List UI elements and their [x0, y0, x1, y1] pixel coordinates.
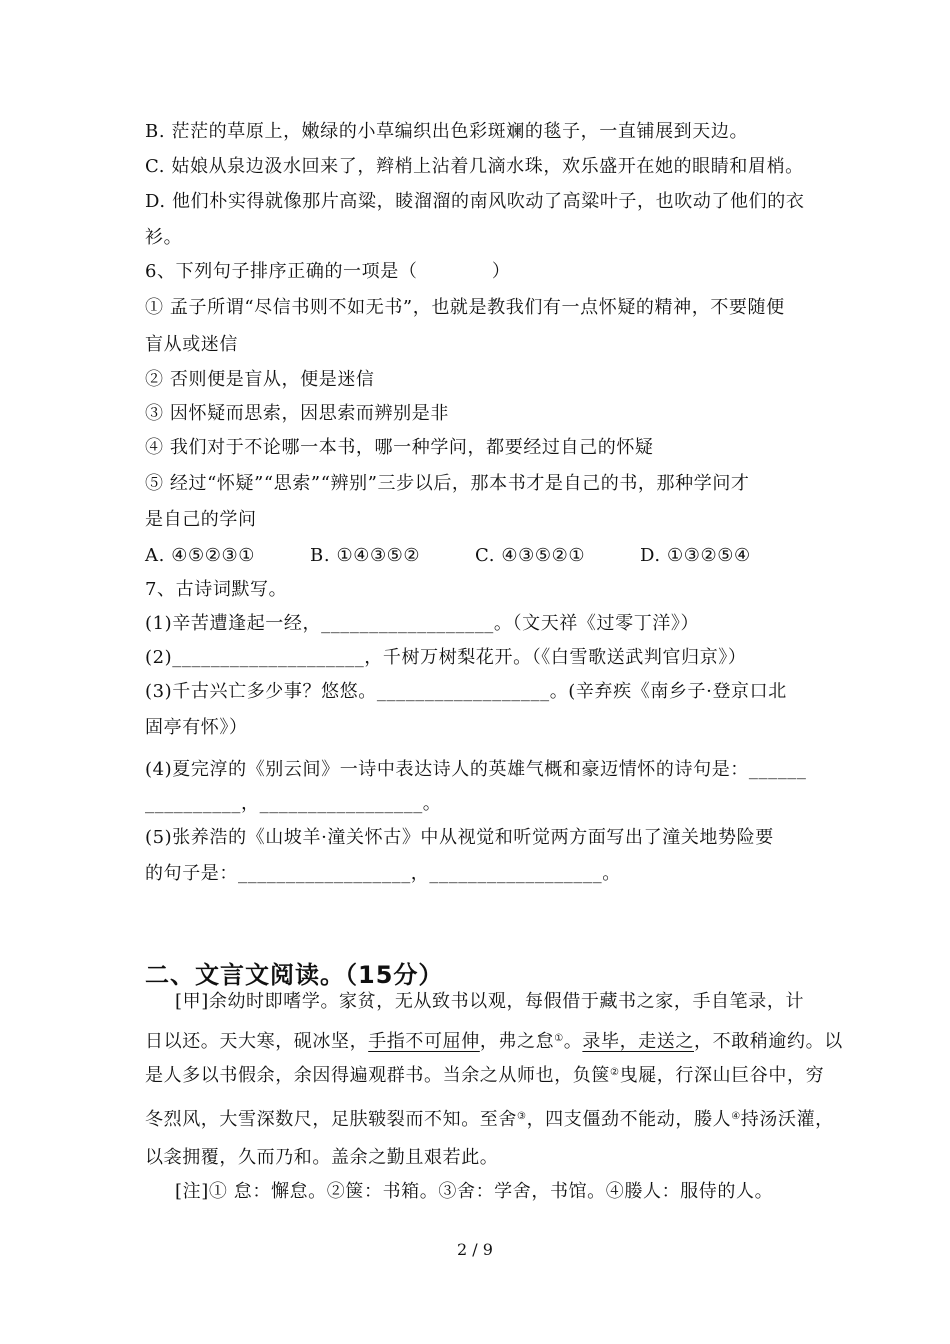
q7-item-3-cont: 固亭有怀》） [145, 717, 248, 738]
q6-stem: 6、下列句子排序正确的一项是（ ） [145, 261, 511, 282]
passage-line-4 [145, 1108, 834, 1132]
q7-item-5-cont: 的句子是：__________________，__________________。 [145, 863, 621, 884]
q7-item-4: (4)夏完淳的《别云间》一诗中表达诗人的英雄气概和豪迈情怀的诗句是：______ [145, 759, 807, 780]
option-d: D. 他们朴实得就像那片高粱，睖溜溜的南风吹动了高粱叶子，也吹动了他们的衣 [145, 191, 805, 212]
q7-item-5: (5)张养浩的《山坡羊·潼关怀古》中从视觉和听觉两方面写出了潼关地势险要 [145, 827, 774, 848]
q7-item-4-cont: __________，_________________。 [145, 793, 442, 814]
passage-notes: [注]① 怠：懈怠。②箧：书箱。③舍：学舍，书馆。④媵人：服侍的人。 [175, 1181, 774, 1202]
section-heading: 二、文言文阅读。（15分） [145, 961, 444, 989]
text: ，弗之怠 [479, 1031, 555, 1052]
q6-option-c: C. ④③⑤②① [475, 545, 586, 566]
q6-sentence-1-cont: 盲从或迷信 [145, 334, 238, 355]
option-d-cont: 衫。 [145, 227, 183, 248]
footnote-ref: ③ [517, 1111, 527, 1122]
q6-option-b: B. ①④③⑤② [310, 545, 421, 566]
page-number: 2 / 9 [457, 1240, 493, 1259]
q6-sentence-1: ① 孟子所谓“尽信书则不如无书”，也就是教我们有一点怀疑的精神，不要随便 [145, 297, 785, 318]
footnote-ref: ④ [731, 1111, 741, 1122]
text: 。 [563, 1031, 583, 1052]
passage-line-1: [甲]余幼时即嗜学。家贫，无从致书以观，每假借于藏书之家，手自笔录，计 [175, 991, 805, 1012]
footnote-ref: ② [610, 1067, 620, 1078]
q7-stem: 7、古诗词默写。 [145, 579, 288, 600]
underlined-phrase: 手指不可屈伸 [368, 1031, 480, 1052]
q7-item-3: (3)千古兴亡多少事？悠悠。__________________。(辛弃疾《南乡子·登京口北 [145, 681, 787, 702]
passage-line-3 [145, 1064, 824, 1088]
q6-option-d: D. ①③②⑤④ [640, 545, 751, 566]
q6-sentence-5-cont: 是自己的学问 [145, 509, 257, 530]
text: 是人多以书假余，余因得遍观群书。当余之从师也，负箧 [145, 1065, 610, 1086]
passage-line-2 [145, 1030, 843, 1054]
q6-sentence-5: ⑤ 经过“怀疑”“思索”“辨别”三步以后，那本书才是自己的书，那种学问才 [145, 473, 750, 494]
text: 曳屣，行深山巨谷中，穷 [619, 1065, 825, 1086]
option-b: B. 茫茫的草原上，嫩绿的小草编织出色彩斑斓的毯子，一直铺展到天边。 [145, 121, 749, 142]
q6-option-a: A. ④⑤②③① [145, 545, 255, 566]
q6-sentence-2: ② 否则便是盲从，便是迷信 [145, 369, 375, 390]
option-c: C. 姑娘从泉边汲水回来了，辫梢上沾着几滴水珠，欢乐盛开在她的眼睛和眉梢。 [145, 156, 804, 177]
q6-sentence-3: ③ 因怀疑而思索，因思索而辨别是非 [145, 403, 449, 424]
passage-line-5: 以衾拥覆，久而乃和。盖余之勤且艰若此。 [145, 1147, 499, 1168]
text: 冬烈风，大雪深数尺，足肤皲裂而不知。至舍 [145, 1109, 517, 1130]
footnote-ref: ① [554, 1033, 564, 1044]
q6-options [145, 544, 751, 568]
q6-sentence-4: ④ 我们对于不论哪一本书，哪一种学问，都要经过自己的怀疑 [145, 437, 654, 458]
text: 持汤沃灌， [740, 1109, 834, 1130]
underlined-phrase: 录毕，走送之 [582, 1031, 695, 1052]
q7-item-1: (1)辛苦遭逢起一经，__________________。（文天祥《过零丁洋》） [145, 613, 700, 634]
text: ，不敢稍逾约。以 [694, 1031, 843, 1052]
q7-item-2: (2)____________________，千树万树梨花开。（《白雪歌送武判官归京》） [145, 647, 747, 668]
text: ，四支僵劲不能动，媵人 [526, 1109, 732, 1130]
text: 日以还。天大寒，砚冰坚， [145, 1031, 369, 1052]
